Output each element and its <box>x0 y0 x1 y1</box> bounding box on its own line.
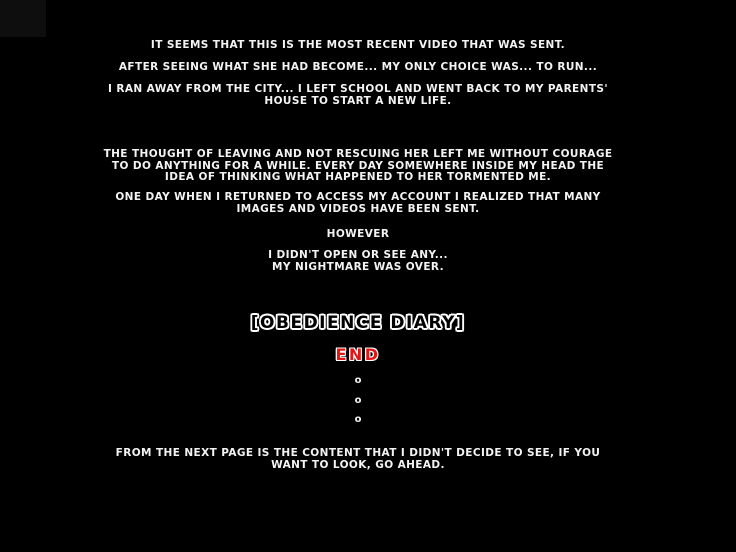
narration-line: HOUSE TO START A NEW LIFE. <box>264 94 452 107</box>
narration-line: IDEA OF THINKING WHAT HAPPENED TO HER TORMENTED ME. <box>164 171 552 183</box>
narration-block-4 <box>0 149 716 184</box>
narration-line: AFTER SEEING WHAT SHE HAD BECOME... MY ONLY CHOICE WAS... TO RUN... <box>118 61 598 73</box>
narration-block-3 <box>0 84 716 107</box>
narration-block-1 <box>0 40 716 52</box>
narration-block-5 <box>0 192 716 215</box>
narration-line: THE THOUGHT OF LEAVING AND NOT RESCUING HER LEFT ME WITHOUT COURAGE <box>103 148 613 160</box>
narration-block-2 <box>0 62 716 74</box>
narration-line: IMAGES AND VIDEOS HAVE BEEN SENT. <box>236 202 480 215</box>
narration-line: HOWEVER <box>326 228 390 240</box>
narration-block-7 <box>0 250 716 273</box>
narration-line: TO DO ANYTHING FOR A WHILE. EVERY DAY SOMEWHERE INSIDE MY HEAD THE <box>111 159 605 172</box>
footer-line: WANT TO LOOK, GO AHEAD. <box>271 458 445 471</box>
footer-line: FROM THE NEXT PAGE IS THE CONTENT THAT I DIDN'T DECIDE TO SEE, IF YOU <box>115 447 601 459</box>
narration-line: MY NIGHTMARE WAS OVER. <box>272 260 444 273</box>
ellipsis-dots <box>0 371 716 430</box>
ellipsis-dot: o <box>354 375 362 386</box>
narration-line: IT SEEMS THAT THIS IS THE MOST RECENT VIDEO THAT WAS SENT. <box>150 39 566 51</box>
narration-block-6 <box>0 229 716 241</box>
narration-line: ONE DAY WHEN I RETURNED TO ACCESS MY ACCOUNT I REALIZED THAT MANY <box>115 191 601 203</box>
footer-note <box>0 448 716 471</box>
ellipsis-dot: o <box>354 414 362 425</box>
narration-line: I RAN AWAY FROM THE CITY... I LEFT SCHOOL AND WENT BACK TO MY PARENTS' <box>108 83 608 95</box>
ellipsis-dot: o <box>354 394 362 406</box>
end-label: END <box>335 345 381 364</box>
narration-line: I DIDN'T OPEN OR SEE ANY... <box>268 249 448 261</box>
story-title: [OBEDIENCE DIARY] <box>250 313 466 333</box>
corner-artifact <box>0 0 46 37</box>
